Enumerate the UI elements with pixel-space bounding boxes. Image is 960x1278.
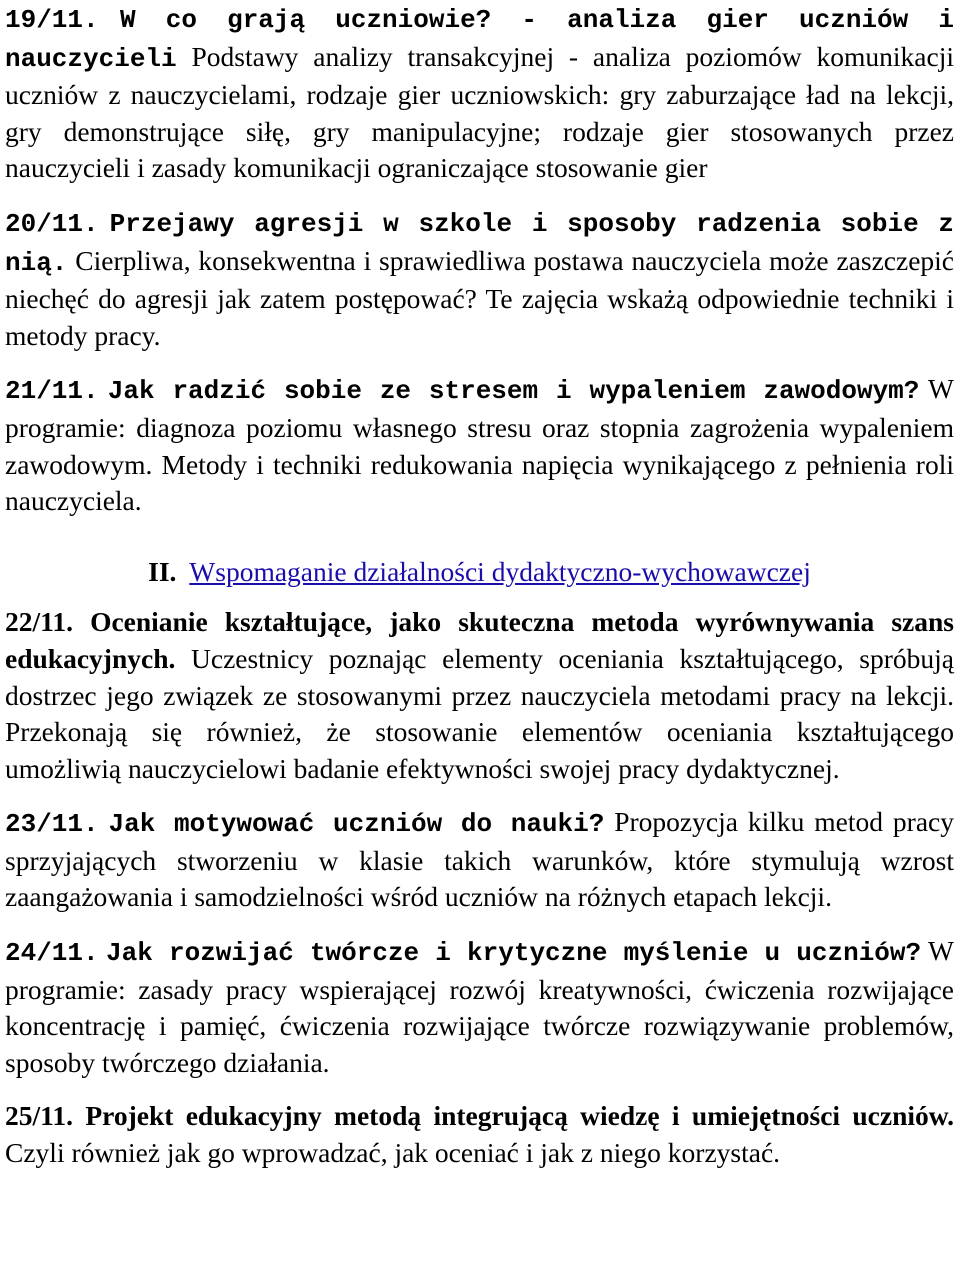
entry-title: W co grają uczniowie? - analiza gier uczniów i nauczycieli (5, 5, 954, 74)
entry-number: 23/11. (5, 809, 99, 840)
entry-number: 24/11. (5, 938, 99, 969)
entry-number: 25/11. (5, 1100, 73, 1132)
entry-23 (5, 804, 954, 916)
entry-body: W programie: zasady pracy wspierającej rozwój kreatywności, ćwiczenia rozwijające koncentrację i pamięć, ćwiczenia rozwijające twórcze rozwiązywanie problemów, sposoby twórczego działania. (5, 935, 955, 1078)
section-heading (5, 554, 954, 591)
entry-20 (5, 204, 954, 354)
entry-number: 21/11. (5, 376, 99, 407)
entry-title: Jak rozwijać twórcze i krytyczne myślenie u uczniów? (106, 938, 922, 969)
entry-24 (5, 933, 954, 1081)
entry-number: 22/11. (5, 606, 73, 638)
entry-body: Podstawy analizy transakcyjnej - analiza poziomów komunikacji uczniów z nauczycielami, rodzaje gier uczniowskich: gry zaburzające ład na lekcji, gry demonstrujące siłę, gry manipulacyjne; rodzaje gier stosowanych przez nauczycieli i zasady komunikacji ograniczające stosowanie gier (5, 40, 955, 184)
entry-title: Projekt edukacyjny metodą integrującą wiedzę i umiejętności uczniów. (85, 1100, 954, 1132)
entry-body: Cierpliwa, konsekwentna i sprawiedliwa postawa nauczyciela może zaszczepić niechęć do agresji jak zatem postępować? Te zajęcia wskażą odpowiednie techniki i metody pracy. (5, 244, 955, 351)
entry-body: Czyli również jak go wprowadzać, jak oceniać i jak z niego korzystać. (5, 1137, 781, 1169)
entry-title: Jak radzić sobie ze stresem i wypaleniem zawodowym? (107, 376, 920, 407)
section-number: II. (148, 555, 177, 587)
entry-title: Ocenianie kształtujące, jako skuteczna metoda wyrównywania szans edukacyjnych. (5, 606, 954, 674)
entry-body: Propozycja kilku metod pracy sprzyjających stworzeniu w klasie takich warunków, które stymulują wzrost zaangażowania i samodzielności wśród uczniów na różnych etapach lekcji. (5, 806, 954, 913)
entry-19 (5, 0, 954, 187)
entry-number: 20/11. (5, 208, 99, 239)
entry-21 (5, 371, 954, 519)
entry-title: Jak motywować uczniów do nauki? (108, 809, 605, 840)
entry-body: W programie: diagnoza poziomu własnego stresu oraz stopnia zagrożenia wypaleniem zawodowym. Metody i techniki redukowania napięcia wynikającego z pełnienia roli nauczyciela. (5, 373, 955, 517)
entry-number: 19/11. (5, 5, 99, 35)
entry-25 (5, 1098, 954, 1171)
entry-title: Przejawy agresji w szkole i sposoby radzenia sobie z nią. (5, 208, 955, 278)
entry-body: Uczestnicy poznając elementy oceniania kształtującego, spróbują dostrzec jego związek ze stosowanymi przez nauczyciela metodami pracy na lekcji. Przekonają się również, że stosowanie elementów oceniania kształtującego umożliwią nauczycielowi badanie efektywności swojej pracy dydaktycznej. (5, 642, 954, 784)
section-link[interactable]: Wspomaganie działalności dydaktyczno-wychowawczej (189, 555, 811, 587)
entry-22 (5, 604, 954, 787)
